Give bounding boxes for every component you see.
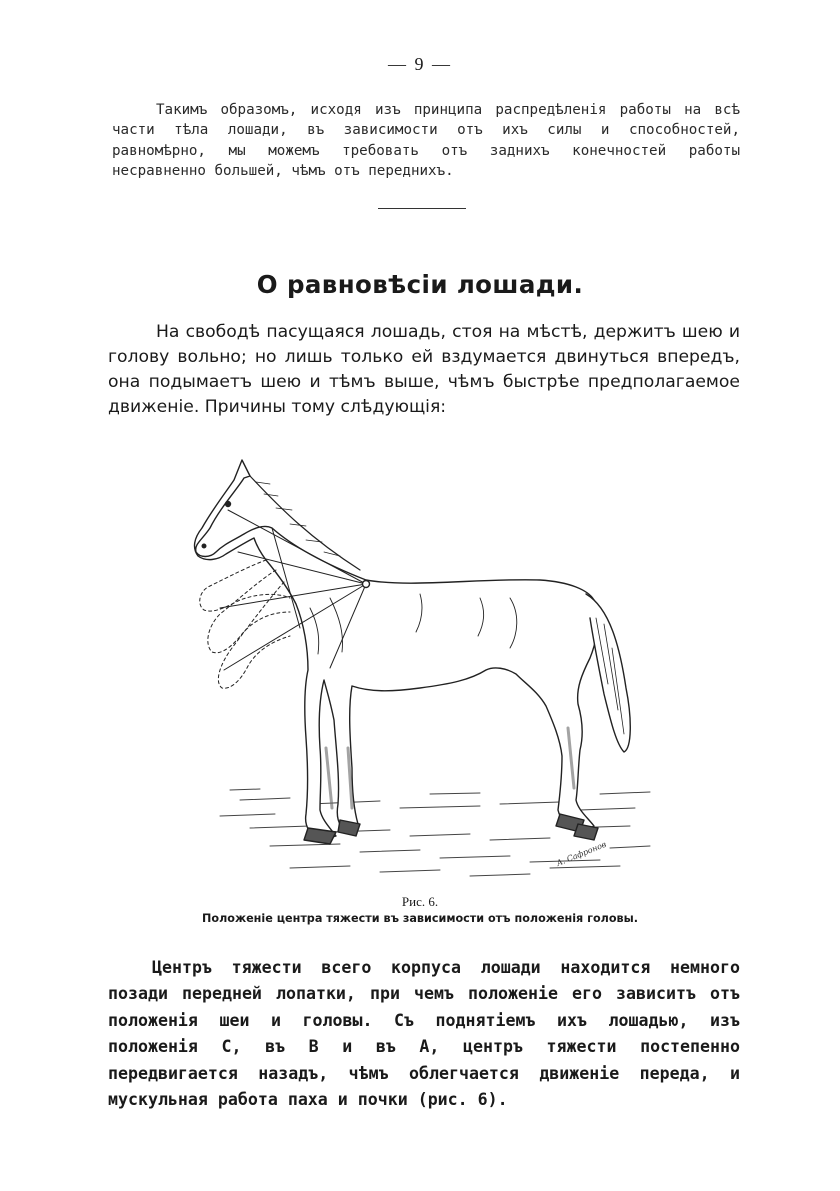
section-paragraph: На свободѣ пасущаяся лошадь, стоя на мѣстѣ, держитъ шею и голову вольно; но лишь только ей вздумается двинуться впередъ, она подымаетъ шею и тѣмъ выше, чѣмъ быстрѣе предполагаемое движеніе. Причины тому слѣдующія: bbox=[108, 322, 740, 417]
figure-caption: Положеніе центра тяжести въ зависимости отъ положенія головы. bbox=[202, 912, 638, 925]
intro-paragraph: Такимъ образомъ, исходя изъ принципа распредѣленія работы на всѣ части тѣла лошади, въ зависимости отъ ихъ силы и способностей, равномѣрно, мы можемъ требовать отъ заднихъ конечностей работы несравненно большей, чѣмъ отъ переднихъ. bbox=[112, 102, 740, 180]
horse-illustration bbox=[180, 448, 660, 888]
section-title: О равновѣсіи лошади. bbox=[256, 270, 584, 299]
alt-head-positions bbox=[200, 560, 290, 688]
horse-figure bbox=[180, 448, 660, 888]
section-divider bbox=[378, 208, 466, 209]
figure-number: Рис. 6. bbox=[401, 894, 439, 909]
horse-outline bbox=[195, 460, 598, 840]
page-number: — 9 — bbox=[388, 54, 452, 74]
horse-tail bbox=[586, 594, 630, 752]
artist-signature: A. Сафронов bbox=[555, 839, 608, 868]
conclusion-paragraph: Центръ тяжести всего корпуса лошади находится немного позади передней лопатки, при чемъ положеніе его зависитъ отъ положенія шеи и головы. Съ поднятіемъ ихъ лошадью, изъ положенія С, въ В и въ А, центръ тяжести постепенно передвигается назадъ, чѣмъ облегчается движеніе переда, и мускульная работа паха и почки (рис. 6). bbox=[108, 958, 740, 1110]
centre-of-gravity bbox=[363, 581, 370, 588]
